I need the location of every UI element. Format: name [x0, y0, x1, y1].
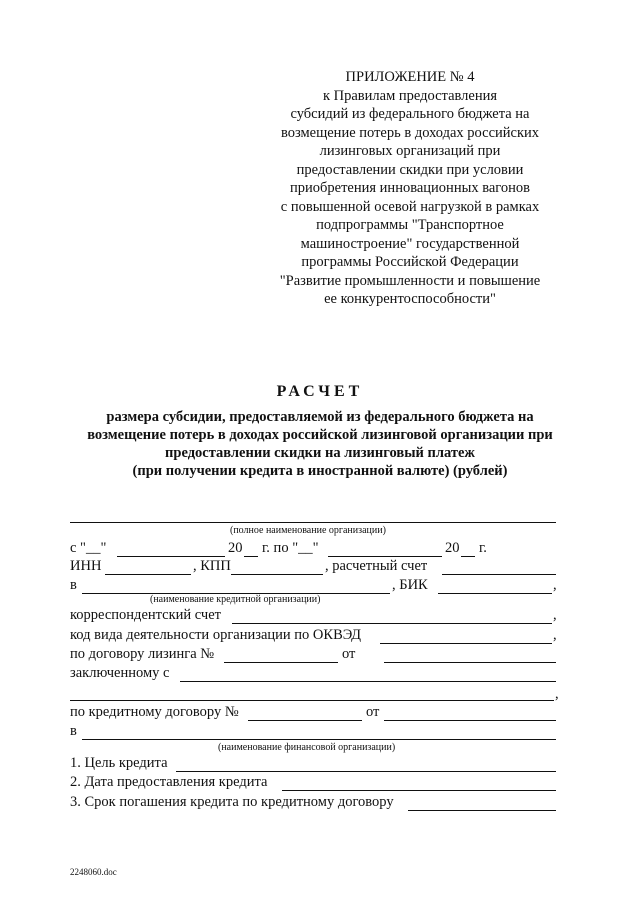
inn-field[interactable] — [105, 574, 191, 575]
appendix-line: "Развитие промышленности и повышение — [279, 272, 541, 289]
footer-doc-id: 2248060.doc — [70, 867, 117, 877]
subtitle-line: размера субсидии, предоставляемой из федерального бюджета на — [106, 409, 534, 425]
appendix-line: подпрограммы "Транспортное — [316, 217, 504, 233]
bank-in-label: в — [70, 577, 77, 593]
credit-purpose-field[interactable] — [176, 771, 556, 772]
lease-date-field[interactable] — [384, 662, 556, 663]
year-2-field[interactable] — [461, 556, 475, 557]
credit-issue-date-field[interactable] — [282, 790, 556, 791]
fin-org-field[interactable] — [82, 739, 556, 740]
credit-contract-field[interactable] — [248, 720, 362, 721]
year-prefix-1: 20 — [228, 540, 243, 556]
subtitle-line: возмещение потерь в доходах российской лизинговой организации при — [87, 427, 553, 443]
appendix-line: к Правилам предоставления — [322, 87, 498, 104]
concluded-comma: , — [555, 686, 559, 702]
appendix-line: субсидий из федерального бюджета на — [290, 106, 530, 122]
credit-date-label: 2. Дата предоставления кредита — [70, 774, 268, 790]
subtitle-line: (при получении кредита в иностранной валюте) (рублей) — [132, 463, 508, 479]
concluded-field-2[interactable] — [70, 700, 554, 701]
appendix-line: лизинговых организаций при — [319, 143, 501, 159]
appendix-line: машиностроение" государственной — [300, 235, 520, 252]
inn-label: ИНН — [70, 558, 102, 574]
year-1-field[interactable] — [244, 556, 258, 557]
okved-field[interactable] — [380, 643, 552, 644]
appendix-line: предоставлении скидки при условии — [296, 161, 524, 178]
lease-contract-field[interactable] — [224, 662, 338, 663]
concluded-field[interactable] — [180, 681, 556, 682]
appendix-line: ПРИЛОЖЕНИЕ № 4 — [345, 69, 475, 85]
bik-label: , БИК — [392, 577, 428, 593]
period-from-field[interactable] — [117, 556, 225, 557]
account-label: , расчетный счет — [325, 558, 428, 574]
bik-field[interactable] — [438, 593, 552, 594]
bik-comma: , — [553, 577, 557, 593]
appendix-line: ее конкурентоспособности" — [324, 291, 496, 307]
okved-label: код вида деятельности организации по ОКВЭД — [70, 627, 361, 643]
period-to-field[interactable] — [328, 556, 442, 557]
lease-from-label: от — [342, 646, 356, 662]
credit-purpose-label: 1. Цель кредита — [70, 755, 168, 771]
credit-contract-label: по кредитному договору № — [70, 704, 239, 720]
fin-org-caption: (наименование финансовой организации) — [218, 742, 396, 753]
year-suffix: г. — [479, 540, 487, 556]
appendix-line: с повышенной осевой нагрузкой в рамках — [280, 198, 540, 215]
appendix-line: возмещение потерь в доходах российских — [280, 124, 540, 141]
corr-account-label: корреспондентский счет — [70, 607, 221, 623]
credit-from-label: от — [366, 704, 380, 720]
org-name-caption: (полное наименование организации) — [230, 525, 386, 536]
org-name-field[interactable] — [70, 522, 556, 523]
year-prefix-2: 20 — [445, 540, 460, 556]
appendix-line: приобретения инновационных вагонов — [290, 180, 530, 196]
document-title: РАСЧЕТ — [276, 383, 364, 400]
concluded-label: заключенному с — [70, 665, 170, 681]
lease-contract-label: по договору лизинга № — [70, 646, 215, 662]
fin-org-in-label: в — [70, 723, 77, 739]
account-field[interactable] — [442, 574, 556, 575]
kpp-field[interactable] — [231, 574, 323, 575]
credit-term-label: 3. Срок погашения кредита по кредитному договору — [70, 794, 394, 810]
appendix-line: программы Российской Федерации — [301, 254, 519, 270]
kpp-label: , КПП — [193, 558, 231, 574]
period-to-label: г. по "__" — [262, 540, 319, 556]
corr-account-comma: , — [553, 607, 557, 623]
corr-account-field[interactable] — [232, 623, 552, 624]
credit-term-field[interactable] — [408, 810, 556, 811]
credit-date-field[interactable] — [384, 720, 556, 721]
subtitle-line: предоставлении скидки на лизинговый платеж — [165, 445, 475, 461]
okved-comma: , — [553, 627, 557, 643]
bank-name-caption: (наименование кредитной организации) — [150, 594, 321, 605]
period-from-label: с "__" — [70, 540, 107, 556]
